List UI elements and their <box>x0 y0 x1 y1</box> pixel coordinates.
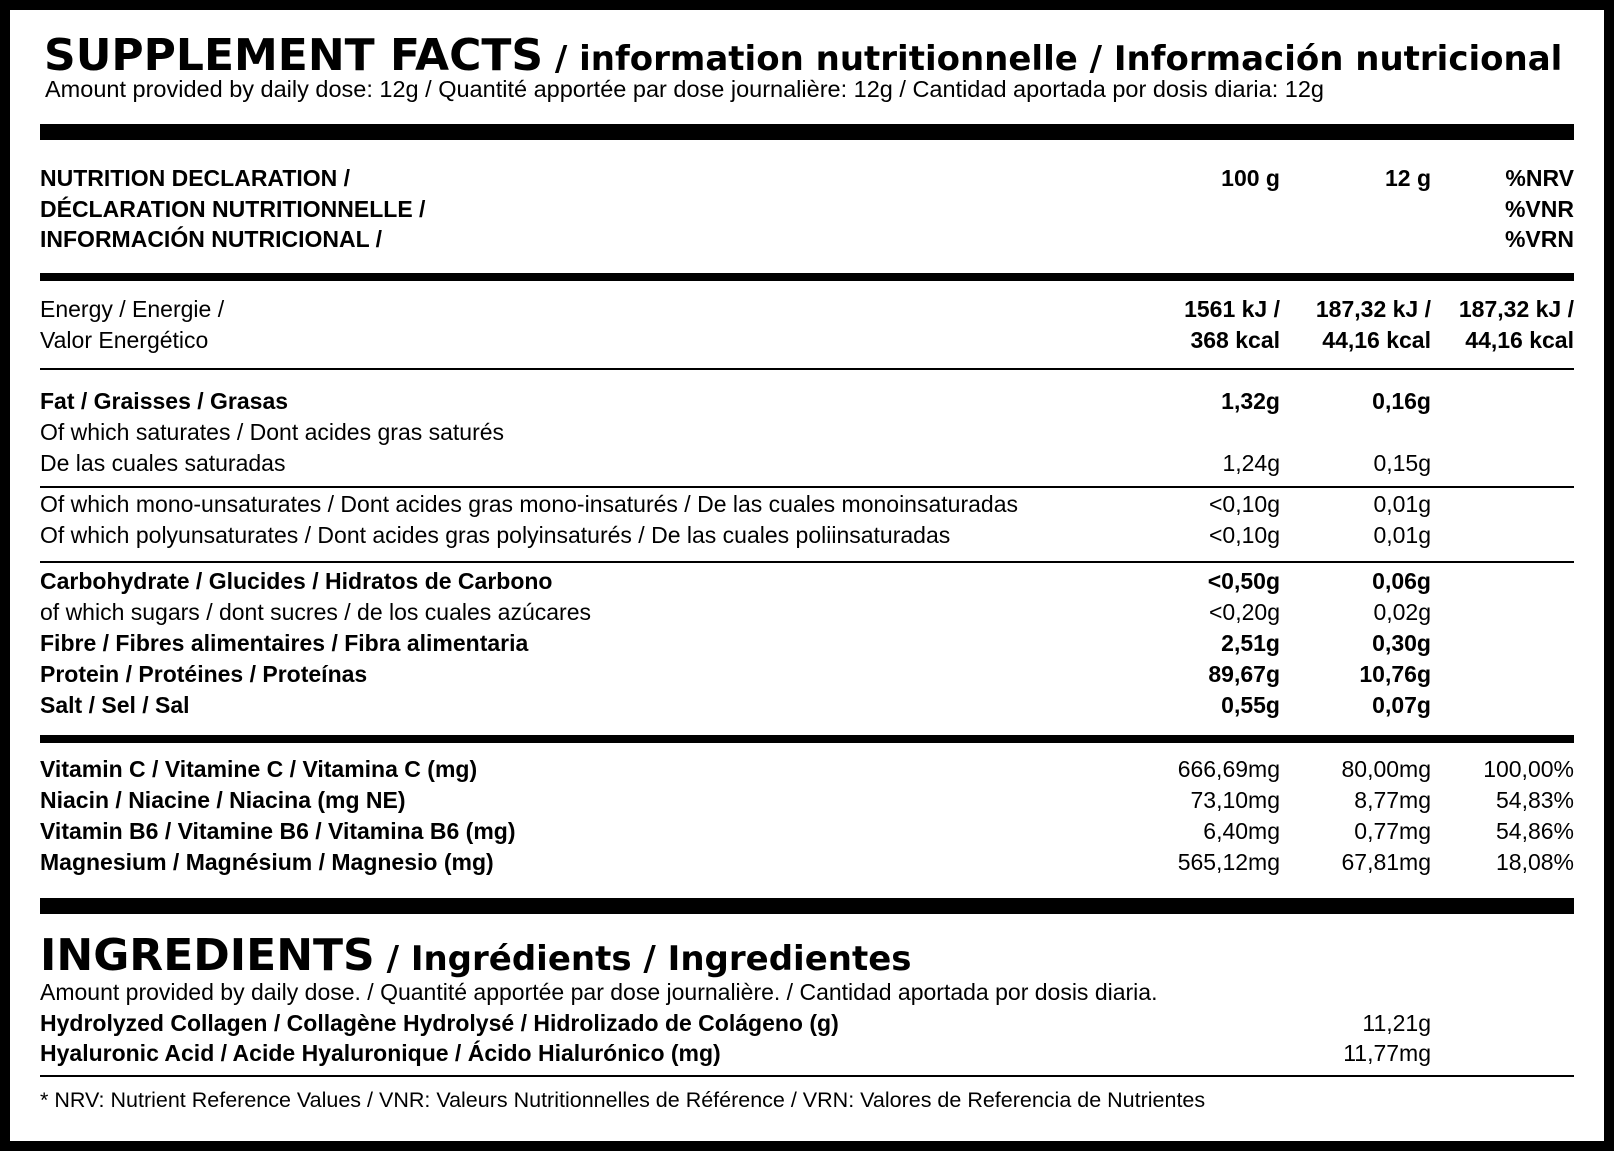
divider-mid-declaration <box>40 273 1574 281</box>
table-row-mono-unsaturates <box>40 489 1574 520</box>
energy-nrv-kj: 187,32 kJ / <box>1458 296 1574 322</box>
value-per100: 1,32g <box>1221 388 1280 414</box>
nutrient-label: Magnesium / Magnésium / Magnesio (mg) <box>40 849 494 875</box>
value-per12: 8,77mg <box>1354 787 1431 813</box>
nutrient-label: Of which saturates / Dont acides gras saturés <box>40 419 505 445</box>
footnote-row <box>40 1085 1574 1116</box>
supplement-facts-title <box>44 30 1563 81</box>
value-per12: 0,15g <box>1373 450 1431 476</box>
title-translations: / information nutritionnelle / Información nutricional <box>543 39 1563 79</box>
value-per100: <0,10g <box>1209 491 1280 517</box>
energy-per100-kj: 1561 kJ / <box>1184 296 1280 322</box>
divider-thin-footnote <box>40 1075 1574 1077</box>
table-row-sugars <box>40 597 1574 628</box>
ingredients-title <box>40 930 912 981</box>
declaration-label: NUTRITION DECLARATION / <box>40 165 351 191</box>
ingredient-value: 11,77mg <box>1343 1040 1431 1066</box>
value-per12: 0,02g <box>1373 599 1431 625</box>
table-row-saturadas <box>40 448 1574 479</box>
ingredients-title-translations: / Ingrédients / Ingredientes <box>374 939 912 979</box>
value-per100: <0,10g <box>1209 522 1280 548</box>
table-row-fibre <box>40 628 1574 659</box>
value-per12: 0,01g <box>1373 491 1431 517</box>
value-per12: 0,30g <box>1372 630 1431 656</box>
table-row-polyunsaturates <box>40 520 1574 551</box>
table-row-magnesium <box>40 847 1574 878</box>
column-header-100g: 100 g <box>1221 165 1280 191</box>
energy-per12-kcal: 44,16 kcal <box>1322 327 1431 353</box>
declaration-header-row-1 <box>40 163 1574 194</box>
value-per12: 0,06g <box>1372 568 1431 594</box>
table-row-vitamin-c <box>40 754 1574 785</box>
column-header-nrv: %NRV <box>1505 165 1574 191</box>
table-row-fat <box>40 386 1574 417</box>
table-row-carbohydrate <box>40 566 1574 597</box>
table-row-niacin <box>40 785 1574 816</box>
value-per12: 0,01g <box>1373 522 1431 548</box>
footnote: * NRV: Nutrient Reference Values / VNR: Valeurs Nutritionnelles de Référence / VRN: Valores de Referencia de Nutrientes <box>40 1088 1206 1112</box>
value-per100: <0,20g <box>1209 599 1280 625</box>
ingredient-value: 11,21g <box>1362 1010 1431 1036</box>
ingredient-row-hyaluronic <box>40 1038 1574 1069</box>
nutrient-label: Carbohydrate / Glucides / Hidratos de Carbono <box>40 568 553 594</box>
divider-thick-top <box>40 124 1574 140</box>
value-per100: 0,55g <box>1221 692 1280 718</box>
value-per100: 73,10mg <box>1190 787 1280 813</box>
ingredients-subtitle-row <box>40 977 1574 1008</box>
energy-per12-kj: 187,32 kJ / <box>1315 296 1431 322</box>
declaration-label: DÉCLARATION NUTRITIONNELLE / <box>40 196 426 222</box>
energy-label: Valor Energético <box>40 327 209 353</box>
divider-thin-unsaturates <box>40 561 1574 563</box>
declaration-header-row-3 <box>40 224 1574 255</box>
ingredient-label: Hydrolyzed Collagen / Collagène Hydrolysé / Hidrolizado de Colágeno (g) <box>40 1010 839 1036</box>
ingredient-row-collagen <box>40 1008 1574 1039</box>
value-nrv: 100,00% <box>1483 756 1574 782</box>
divider-thick-ingredients <box>40 898 1574 914</box>
table-row-saturates <box>40 417 1574 448</box>
divider-thin-fat <box>40 486 1574 488</box>
value-per12: 0,16g <box>1372 388 1431 414</box>
value-per100: 2,51g <box>1221 630 1280 656</box>
energy-row-2 <box>40 325 1574 356</box>
daily-dose-subtitle: Amount provided by daily dose: 12g / Quantité apportée par dose journalière: 12g / Cantidad aportada por dosis diaria: 12g <box>45 76 1324 102</box>
value-per12: 10,76g <box>1359 661 1431 687</box>
energy-nrv-kcal: 44,16 kcal <box>1465 327 1574 353</box>
value-per12: 0,07g <box>1372 692 1431 718</box>
column-header-vrn: %VRN <box>1504 226 1574 252</box>
nutrient-label: De las cuales saturadas <box>40 450 286 476</box>
declaration-label: INFORMACIÓN NUTRICIONAL / <box>40 226 383 252</box>
nutrient-label: Niacin / Niacine / Niacina (mg NE) <box>40 787 406 813</box>
value-per12: 80,00mg <box>1341 756 1431 782</box>
nutrient-label: Salt / Sel / Sal <box>40 692 190 718</box>
value-per100: 565,12mg <box>1177 849 1280 875</box>
ingredients-subtitle: Amount provided by daily dose. / Quantité apportée par dose journalière. / Cantidad aportada por dosis diaria. <box>40 979 1158 1005</box>
value-per100: 89,67g <box>1208 661 1280 687</box>
value-per100: 6,40mg <box>1203 818 1280 844</box>
nutrient-label: of which sugars / dont sucres / de los cuales azúcares <box>40 599 592 625</box>
nutrient-label: Vitamin B6 / Vitamine B6 / Vitamina B6 (mg) <box>40 818 516 844</box>
nutrient-label: Of which polyunsaturates / Dont acides gras polyinsaturés / De las cuales poliinsaturadas <box>40 522 951 548</box>
nutrient-label: Protein / Protéines / Proteínas <box>40 661 368 687</box>
divider-mid-vitamins <box>40 735 1574 743</box>
column-header-12g: 12 g <box>1384 165 1431 191</box>
ingredients-title-main: INGREDIENTS <box>40 930 375 981</box>
nutrient-label: Fibre / Fibres alimentaires / Fibra alimentaria <box>40 630 529 656</box>
value-per100: 1,24g <box>1222 450 1280 476</box>
divider-thin-energy <box>40 368 1574 370</box>
declaration-header-row-2 <box>40 194 1574 225</box>
column-header-vnr: %VNR <box>1504 196 1574 222</box>
energy-per100-kcal: 368 kcal <box>1190 327 1280 353</box>
value-nrv: 18,08% <box>1495 849 1574 875</box>
table-row-vitamin-b6 <box>40 816 1574 847</box>
energy-label: Energy / Energie / <box>40 296 225 322</box>
nutrient-label: Fat / Graisses / Grasas <box>40 388 289 414</box>
value-per12: 0,77mg <box>1354 818 1431 844</box>
value-per12: 67,81mg <box>1341 849 1431 875</box>
table-row-protein <box>40 659 1574 690</box>
value-nrv: 54,83% <box>1495 787 1574 813</box>
ingredient-label: Hyaluronic Acid / Acide Hyaluronique / Ácido Hialurónico (mg) <box>40 1040 721 1066</box>
table-row-salt <box>40 690 1574 721</box>
value-per100: <0,50g <box>1207 568 1280 594</box>
nutrient-label: Vitamin C / Vitamine C / Vitamina C (mg) <box>40 756 478 782</box>
title-main: SUPPLEMENT FACTS <box>44 30 544 81</box>
energy-row-1 <box>40 294 1574 325</box>
value-nrv: 54,86% <box>1495 818 1574 844</box>
value-per100: 666,69mg <box>1177 756 1280 782</box>
nutrient-label: Of which mono-unsaturates / Dont acides gras mono-insaturés / De las cuales monoinsaturadas <box>40 491 1018 517</box>
